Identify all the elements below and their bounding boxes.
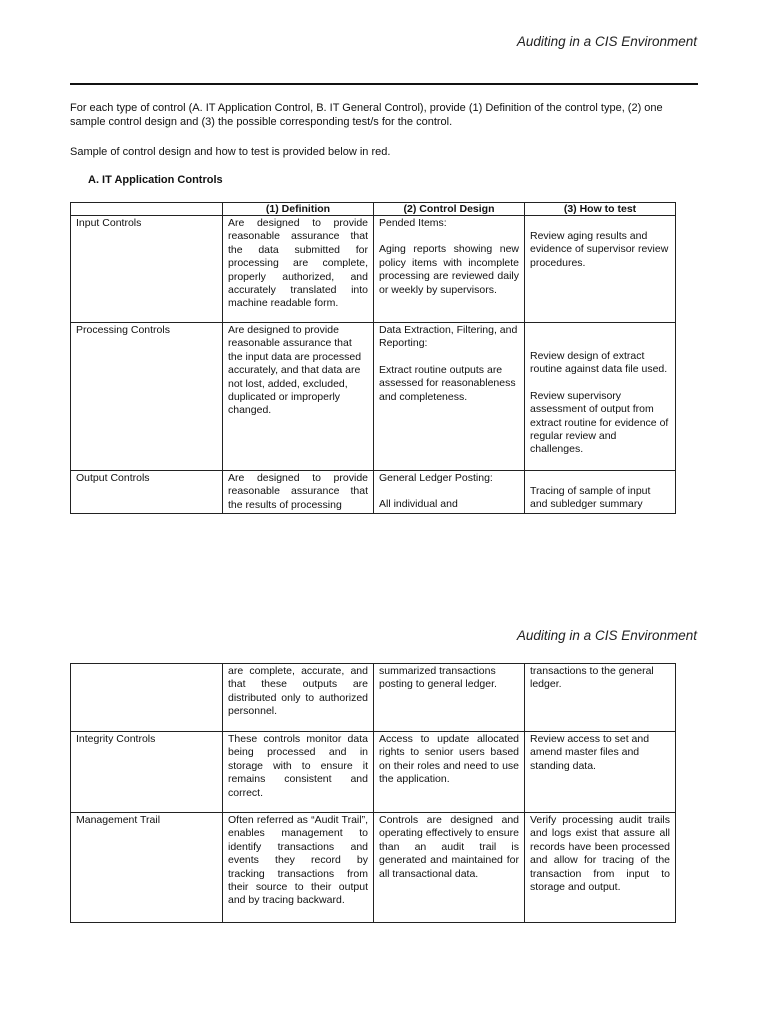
table-header-row [71, 203, 676, 216]
column-header-control-design: (2) Control Design [374, 203, 525, 216]
column-header [71, 203, 223, 216]
test-text: Review supervisory assessment of output from extract routine for evidence of regular review and challenges. [530, 389, 669, 456]
design-heading: Data Extraction, Filtering, and Reporting: [379, 324, 518, 350]
how-to-test: Review access to set and amend master files and standing data. [525, 732, 676, 813]
how-to-test: Verify processing audit trails and logs exist that assure all records have been processed and allow for tracing of the transaction from input to storage and output. [525, 813, 676, 923]
table-row [71, 323, 676, 471]
control-definition: Are designed to provide reasonable assurance that the results of processing [223, 471, 374, 514]
column-header-definition: (1) Definition [223, 203, 374, 216]
table-row [71, 471, 676, 514]
control-name: Management Trail [71, 813, 223, 923]
header-rule [70, 83, 698, 85]
design-heading: General Ledger Posting: [379, 472, 493, 484]
control-name: Integrity Controls [71, 732, 223, 813]
control-design [374, 216, 525, 323]
controls-table-page1 [70, 202, 676, 514]
control-design: Access to update allocated rights to senior users based on their roles and need to use the application. [374, 732, 525, 813]
control-design: summarized transactions posting to general ledger. [374, 664, 525, 732]
design-text: All individual and [379, 498, 458, 511]
how-to-test [525, 216, 676, 323]
control-name: Output Controls [71, 471, 223, 514]
control-name [71, 664, 223, 732]
control-definition: Often referred as “Audit Trail”, enables management to identify transactions and events they record by tracking transactions from their source to their output and by tracing backward. [223, 813, 374, 923]
table-row [71, 732, 676, 813]
control-design: Controls are designed and operating effectively to ensure than an audit trail is generated and maintained for all transactional data. [374, 813, 525, 923]
page-header: Auditing in a CIS Environment [516, 628, 697, 643]
sample-note: Sample of control design and how to test is provided below in red. [70, 146, 391, 158]
instructions-paragraph: For each type of control (A. IT Application Control, B. IT General Control), provide (1) Definition of the control type, (2) one sample control design and (3) the possible corresponding test/s for the control. [70, 102, 663, 128]
how-to-test: transactions to the general ledger. [525, 664, 676, 732]
test-text: Tracing of sample of input and subledger summary [530, 485, 651, 511]
table-row [71, 216, 676, 323]
control-definition: Are designed to provide reasonable assurance that the input data are processed accurately, and that data are not lost, added, excluded, duplicated or improperly changed. [223, 323, 374, 471]
how-to-test [525, 323, 676, 471]
control-design [374, 323, 525, 471]
section-title: A. IT Application Controls [88, 174, 223, 186]
page-header: Auditing in a CIS Environment [516, 34, 697, 49]
control-name: Input Controls [71, 216, 223, 323]
control-definition: are complete, accurate, and that these outputs are distributed only to authorized personnel. [223, 664, 374, 732]
test-text: Review aging results and evidence of supervisor review procedures. [530, 230, 669, 269]
control-design [374, 471, 525, 514]
control-name: Processing Controls [71, 323, 223, 471]
control-definition: Are designed to provide reasonable assurance that the data submitted for processing are complete, properly authorized, and accurately translated into machine readable form. [223, 216, 374, 323]
table-row [71, 664, 676, 732]
table-row [71, 813, 676, 923]
column-header-how-to-test: (3) How to test [525, 203, 676, 216]
design-text: Aging reports showing new policy items with incomplete processing are reviewed daily or weekly by supervisors. [379, 243, 519, 296]
controls-table-page2 [70, 663, 676, 923]
control-definition: These controls monitor data being processed and in storage with to ensure it remains consistent and correct. [223, 732, 374, 813]
how-to-test [525, 471, 676, 514]
design-text: Extract routine outputs are assessed for reasonableness and completeness. [379, 363, 516, 403]
test-text: Review design of extract routine against data file used. [530, 350, 668, 376]
design-heading: Pended Items: [379, 217, 447, 229]
